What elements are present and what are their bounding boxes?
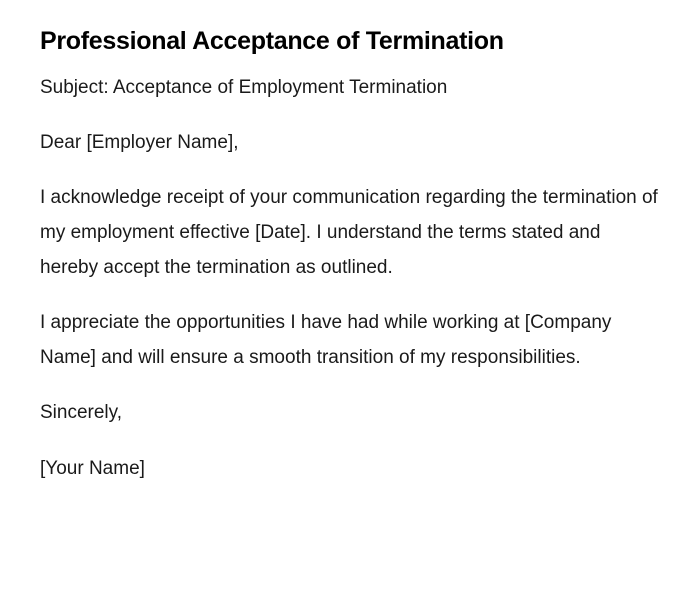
subject-line: Subject: Acceptance of Employment Termination (40, 77, 448, 98)
body-paragraph-2: I appreciate the opportunities I have had while working at [Company Name] and will ensure a smooth transition of my responsibilities. (40, 312, 612, 368)
signature: [Your Name] (40, 458, 145, 479)
salutation: Dear [Employer Name], (40, 132, 239, 153)
closing: Sincerely, (40, 402, 123, 423)
body-paragraph-1: I acknowledge receipt of your communication regarding the termination of my employment effective [Date]. I understand the terms stated and hereby accept the termination as outlined. (40, 187, 658, 278)
document-title: Professional Acceptance of Termination (40, 27, 504, 55)
